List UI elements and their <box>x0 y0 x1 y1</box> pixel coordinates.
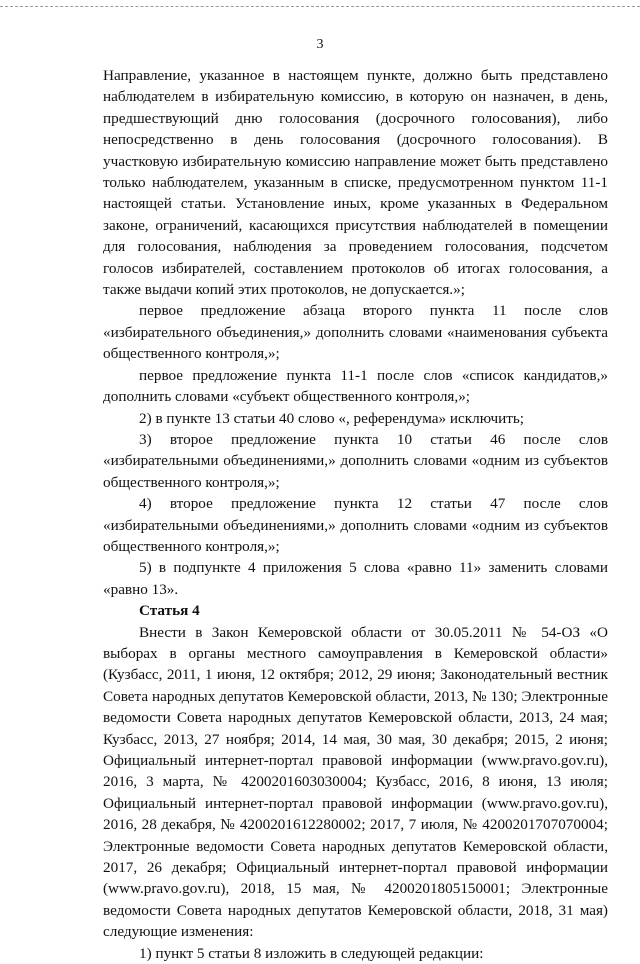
scan-top-edge <box>0 6 640 7</box>
document-body <box>103 65 608 964</box>
article-title: Статья 4 <box>139 602 200 620</box>
paragraph-amend-point-11-1: первое предложение пункта 11-1 после слов «список кандидатов,» дополнить словами «субъект общественного контроля,»; <box>103 366 608 406</box>
paragraph-item-2: 2) в пункте 13 статьи 40 слово «, референдума» исключить; <box>139 409 525 427</box>
paragraph-item-3: 3) второе предложение пункта 10 статьи 46 после слов «избирательными объединениями,» дополнить словами «одним из субъектов общественного контроля,»; <box>103 430 608 491</box>
page-number: 3 <box>316 37 324 52</box>
paragraph-article-4-intro: Внести в Закон Кемеровской области от 30.05.2011 № 54-ОЗ «О выборах в органы местного самоуправления в Кемеровской области» (Кузбасс, 2011, 1 июня, 12 октября; 2012, 29 июня; Законодательный вестник Совета народных депутатов Кемеровской области, 2013, № 130; Электронные ведомости Совета народных депутатов Кемеровской области, 2013, 24 мая; Кузбасс, 2013, 27 ноября; 2014, 14 мая, 30 мая, 30 декабря; 2015, 2 июня; Официальный интернет-портал правовой информации (www.pravo.gov.ru), 2016, 3 марта, № 4200201603030004; Кузбасс, 2016, 8 июня, 13 июля; Официальный интернет-портал правовой информации (www.pravo.gov.ru), 2016, 28 декабря, № 4200201612280002; 2017, 7 июля, № 4200201707070004; Электронные ведомости Совета народных депутатов Кемеровской области, 2017, 26 декабря; Официальный интернет-портал правовой информации (www.pravo.gov.ru), 2018, 15 мая, № 4200201805150001; Электронные ведомости Совета народных депутатов Кемеровской области, 2018, 31 мая) следующие изменения: <box>103 623 608 941</box>
paragraph-item-4: 4) второе предложение пункта 12 статьи 47 после слов «избирательными объединениями,» дополнить словами «одним из субъектов общественного контроля,»; <box>103 495 608 555</box>
paragraph-article-4-item-1: 1) пункт 5 статьи 8 изложить в следующей редакции: <box>139 944 484 962</box>
paragraph-item-5: 5) в подпункте 4 приложения 5 слова «равно 11» заменить словами «равно 13». <box>103 559 608 598</box>
paragraph-amend-point-11: первое предложение абзаца второго пункта 11 после слов «избирательного объединения,» дополнить словами «наименования субъекта общественного контроля,»; <box>103 302 608 363</box>
paragraph-observer-referral: Направление, указанное в настоящем пункте, должно быть представлено наблюдателем в избирательную комиссию, в которую он назначен, в день, предшествующий дню голосования (досрочного голосования), либо непосредственно в день голосования (досрочного голосования). В участковую избирательную комиссию направление может быть представлено только наблюдателем, указанным в списке, предусмотренном пунктом 11-1 настоящей статьи. Установление иных, кроме указанных в Федеральном законе, ограничений, касающихся присутствия наблюдателей в помещении для голосования, наблюдения за проведением голосования, подсчетом голосов избирателей, составлением протоколов об итогах голосования, а также выдачи копий этих протоколов, не допускается.»; <box>103 67 608 299</box>
